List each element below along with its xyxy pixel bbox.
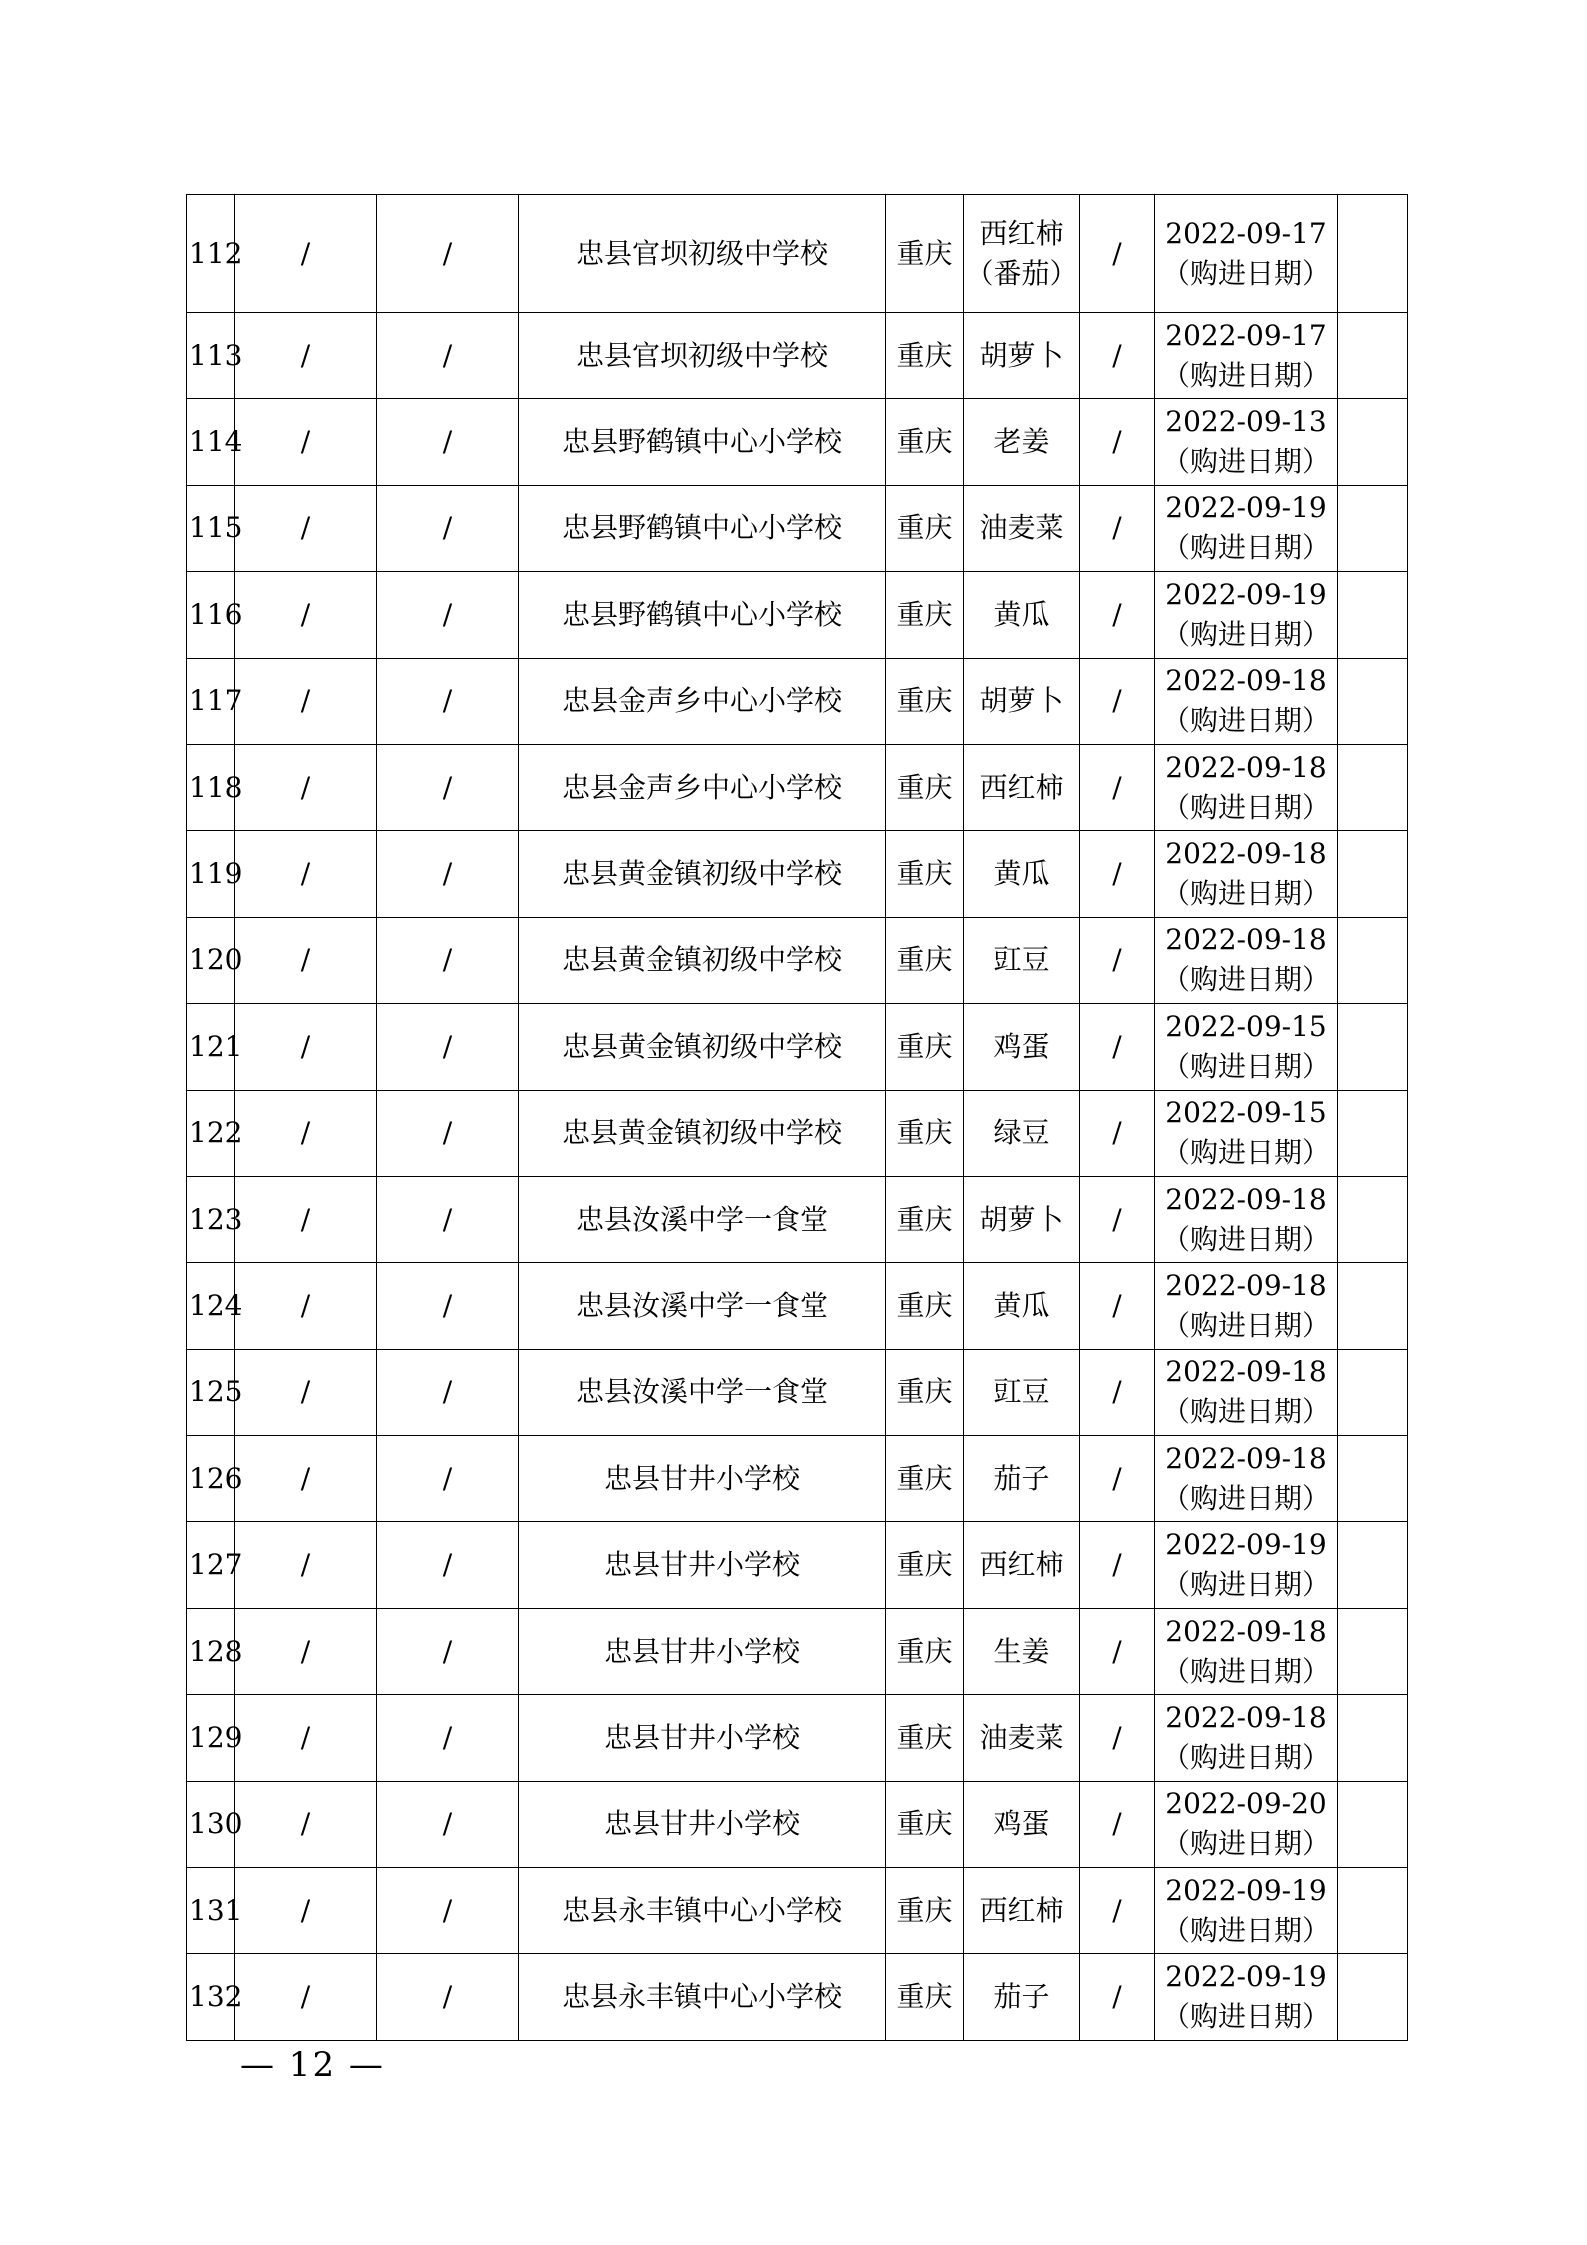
food-name-cell bbox=[964, 744, 1080, 830]
region-cell: 重庆 bbox=[886, 572, 964, 658]
table-row bbox=[187, 485, 1408, 571]
region-cell: 重庆 bbox=[886, 1695, 964, 1781]
region-cell: 重庆 bbox=[886, 399, 964, 485]
product-spec-cell: / bbox=[377, 195, 519, 313]
purchase-date-note: （购进日期） bbox=[1161, 1308, 1330, 1342]
product-spec-cell: / bbox=[377, 1522, 519, 1608]
sampled-unit-cell: 忠县野鹤镇中心小学校 bbox=[519, 399, 886, 485]
purchase-date: 2022-09-19 bbox=[1165, 577, 1327, 611]
product-spec-cell: / bbox=[377, 313, 519, 399]
product-name-cell: / bbox=[235, 744, 377, 830]
purchase-date: 2022-09-19 bbox=[1165, 491, 1327, 525]
food-name-line: 油麦菜 bbox=[979, 1720, 1064, 1754]
date-cell bbox=[1155, 399, 1338, 485]
page-number: — 12 — bbox=[240, 2045, 385, 2085]
product-spec-cell: / bbox=[377, 1004, 519, 1090]
food-name-cell bbox=[964, 1263, 1080, 1349]
serial-number-cell: 121 bbox=[187, 1004, 235, 1090]
product-name-cell: / bbox=[235, 1176, 377, 1262]
food-name-cell bbox=[964, 1090, 1080, 1176]
food-name-line: 黄瓜 bbox=[993, 857, 1050, 891]
purchase-date-note: （购进日期） bbox=[1161, 1654, 1330, 1688]
food-name-cell bbox=[964, 1608, 1080, 1694]
serial-number-cell: 125 bbox=[187, 1349, 235, 1435]
purchase-date-note: （购进日期） bbox=[1161, 1740, 1330, 1774]
region-cell: 重庆 bbox=[886, 195, 964, 313]
purchase-date: 2022-09-20 bbox=[1165, 1787, 1327, 1821]
specification-cell: / bbox=[1080, 1695, 1155, 1781]
remarks-cell bbox=[1338, 1868, 1408, 1954]
specification-cell: / bbox=[1080, 1608, 1155, 1694]
sampled-unit-cell: 忠县甘井小学校 bbox=[519, 1695, 886, 1781]
region-cell: 重庆 bbox=[886, 1522, 964, 1608]
purchase-date-note: （购进日期） bbox=[1161, 877, 1330, 911]
food-name-line: 胡萝卜 bbox=[979, 1202, 1064, 1236]
food-name-cell bbox=[964, 1954, 1080, 2040]
region-cell: 重庆 bbox=[886, 1781, 964, 1867]
purchase-date: 2022-09-18 bbox=[1165, 1700, 1327, 1734]
food-name-line: 西红柿 bbox=[979, 1548, 1064, 1582]
serial-number-cell: 120 bbox=[187, 917, 235, 1003]
product-spec-cell: / bbox=[377, 399, 519, 485]
remarks-cell bbox=[1338, 1090, 1408, 1176]
specification-cell: / bbox=[1080, 1781, 1155, 1867]
region-cell: 重庆 bbox=[886, 1868, 964, 1954]
table-row bbox=[187, 399, 1408, 485]
date-cell bbox=[1155, 658, 1338, 744]
specification-cell: / bbox=[1080, 313, 1155, 399]
table-row bbox=[187, 1263, 1408, 1349]
region-cell: 重庆 bbox=[886, 744, 964, 830]
serial-number-cell: 119 bbox=[187, 831, 235, 917]
purchase-date: 2022-09-15 bbox=[1165, 1009, 1327, 1043]
purchase-date: 2022-09-18 bbox=[1165, 923, 1327, 957]
purchase-date-note: （购进日期） bbox=[1161, 617, 1330, 651]
food-name-line: 西红柿 bbox=[979, 770, 1064, 804]
food-name-line: 绿豆 bbox=[993, 1116, 1050, 1150]
purchase-date: 2022-09-17 bbox=[1165, 318, 1327, 352]
specification-cell: / bbox=[1080, 1868, 1155, 1954]
sampled-unit-cell: 忠县汝溪中学一食堂 bbox=[519, 1176, 886, 1262]
serial-number-cell: 112 bbox=[187, 195, 235, 313]
food-name-cell bbox=[964, 572, 1080, 658]
sampled-unit-cell: 忠县黄金镇初级中学校 bbox=[519, 1090, 886, 1176]
remarks-cell bbox=[1338, 313, 1408, 399]
specification-cell: / bbox=[1080, 1522, 1155, 1608]
table-row bbox=[187, 1436, 1408, 1522]
purchase-date-note: （购进日期） bbox=[1161, 1827, 1330, 1861]
product-spec-cell: / bbox=[377, 485, 519, 571]
serial-number-cell: 129 bbox=[187, 1695, 235, 1781]
serial-number-cell: 122 bbox=[187, 1090, 235, 1176]
purchase-date: 2022-09-18 bbox=[1165, 664, 1327, 698]
region-cell: 重庆 bbox=[886, 1349, 964, 1435]
serial-number-cell: 123 bbox=[187, 1176, 235, 1262]
product-spec-cell: / bbox=[377, 917, 519, 1003]
remarks-cell bbox=[1338, 1695, 1408, 1781]
purchase-date: 2022-09-19 bbox=[1165, 1528, 1327, 1562]
sampled-unit-cell: 忠县甘井小学校 bbox=[519, 1608, 886, 1694]
remarks-cell bbox=[1338, 1263, 1408, 1349]
date-cell bbox=[1155, 1695, 1338, 1781]
purchase-date: 2022-09-19 bbox=[1165, 1873, 1327, 1907]
sampled-unit-cell: 忠县甘井小学校 bbox=[519, 1522, 886, 1608]
product-name-cell: / bbox=[235, 1436, 377, 1522]
purchase-date-note: （购进日期） bbox=[1161, 1049, 1330, 1083]
product-name-cell: / bbox=[235, 1263, 377, 1349]
sampling-results-table bbox=[186, 194, 1408, 2041]
purchase-date: 2022-09-19 bbox=[1165, 1960, 1327, 1994]
product-spec-cell: / bbox=[377, 572, 519, 658]
table-row bbox=[187, 1954, 1408, 2040]
specification-cell: / bbox=[1080, 1954, 1155, 2040]
food-name-line: 生姜 bbox=[993, 1634, 1050, 1668]
date-cell bbox=[1155, 1090, 1338, 1176]
purchase-date-note: （购进日期） bbox=[1161, 790, 1330, 824]
purchase-date: 2022-09-18 bbox=[1165, 1614, 1327, 1648]
purchase-date-note: （购进日期） bbox=[1161, 358, 1330, 392]
purchase-date-note: （购进日期） bbox=[1161, 531, 1330, 565]
specification-cell: / bbox=[1080, 195, 1155, 313]
specification-cell: / bbox=[1080, 831, 1155, 917]
food-name-cell bbox=[964, 1176, 1080, 1262]
purchase-date-note: （购进日期） bbox=[1161, 445, 1330, 479]
date-cell bbox=[1155, 195, 1338, 313]
food-name-line: 西红柿 bbox=[979, 216, 1064, 250]
food-name-cell bbox=[964, 313, 1080, 399]
table-row bbox=[187, 744, 1408, 830]
food-name-cell bbox=[964, 1522, 1080, 1608]
sampled-unit-cell: 忠县汝溪中学一食堂 bbox=[519, 1263, 886, 1349]
product-name-cell: / bbox=[235, 1608, 377, 1694]
sampled-unit-cell: 忠县永丰镇中心小学校 bbox=[519, 1868, 886, 1954]
serial-number-cell: 117 bbox=[187, 658, 235, 744]
product-spec-cell: / bbox=[377, 1868, 519, 1954]
sampled-unit-cell: 忠县汝溪中学一食堂 bbox=[519, 1349, 886, 1435]
sampled-unit-cell: 忠县金声乡中心小学校 bbox=[519, 744, 886, 830]
date-cell bbox=[1155, 485, 1338, 571]
table-row bbox=[187, 1090, 1408, 1176]
date-cell bbox=[1155, 1176, 1338, 1262]
product-spec-cell: / bbox=[377, 1349, 519, 1435]
serial-number-cell: 114 bbox=[187, 399, 235, 485]
date-cell bbox=[1155, 744, 1338, 830]
food-name-line: 胡萝卜 bbox=[979, 338, 1064, 372]
date-cell bbox=[1155, 1436, 1338, 1522]
date-cell bbox=[1155, 1868, 1338, 1954]
remarks-cell bbox=[1338, 658, 1408, 744]
food-name-line: 茄子 bbox=[993, 1461, 1050, 1495]
region-cell: 重庆 bbox=[886, 1436, 964, 1522]
product-name-cell: / bbox=[235, 1522, 377, 1608]
purchase-date: 2022-09-13 bbox=[1165, 405, 1327, 439]
table-row bbox=[187, 1781, 1408, 1867]
table-row bbox=[187, 1868, 1408, 1954]
remarks-cell bbox=[1338, 831, 1408, 917]
purchase-date: 2022-09-18 bbox=[1165, 837, 1327, 871]
remarks-cell bbox=[1338, 1176, 1408, 1262]
region-cell: 重庆 bbox=[886, 1090, 964, 1176]
product-name-cell: / bbox=[235, 195, 377, 313]
table-row bbox=[187, 572, 1408, 658]
region-cell: 重庆 bbox=[886, 1176, 964, 1262]
purchase-date-note: （购进日期） bbox=[1161, 1222, 1330, 1256]
sampled-unit-cell: 忠县黄金镇初级中学校 bbox=[519, 831, 886, 917]
food-name-cell bbox=[964, 831, 1080, 917]
remarks-cell bbox=[1338, 1349, 1408, 1435]
date-cell bbox=[1155, 572, 1338, 658]
product-spec-cell: / bbox=[377, 1781, 519, 1867]
serial-number-cell: 128 bbox=[187, 1608, 235, 1694]
sampled-unit-cell: 忠县官坝初级中学校 bbox=[519, 313, 886, 399]
sampled-unit-cell: 忠县野鹤镇中心小学校 bbox=[519, 572, 886, 658]
date-cell bbox=[1155, 1004, 1338, 1090]
product-spec-cell: / bbox=[377, 1954, 519, 2040]
product-name-cell: / bbox=[235, 1349, 377, 1435]
remarks-cell bbox=[1338, 917, 1408, 1003]
product-spec-cell: / bbox=[377, 1176, 519, 1262]
food-name-cell bbox=[964, 399, 1080, 485]
purchase-date-note: （购进日期） bbox=[1161, 963, 1330, 997]
food-name-line: 黄瓜 bbox=[993, 1288, 1050, 1322]
table-row bbox=[187, 1608, 1408, 1694]
food-name-cell bbox=[964, 1781, 1080, 1867]
serial-number-cell: 124 bbox=[187, 1263, 235, 1349]
specification-cell: / bbox=[1080, 1090, 1155, 1176]
specification-cell: / bbox=[1080, 572, 1155, 658]
serial-number-cell: 130 bbox=[187, 1781, 235, 1867]
serial-number-cell: 116 bbox=[187, 572, 235, 658]
region-cell: 重庆 bbox=[886, 658, 964, 744]
sampled-unit-cell: 忠县黄金镇初级中学校 bbox=[519, 1004, 886, 1090]
food-name-line: （番茄） bbox=[965, 256, 1078, 290]
date-cell bbox=[1155, 313, 1338, 399]
specification-cell: / bbox=[1080, 485, 1155, 571]
purchase-date-note: （购进日期） bbox=[1161, 1481, 1330, 1515]
specification-cell: / bbox=[1080, 1436, 1155, 1522]
product-spec-cell: / bbox=[377, 744, 519, 830]
product-spec-cell: / bbox=[377, 1608, 519, 1694]
food-name-cell bbox=[964, 1868, 1080, 1954]
sampled-unit-cell: 忠县永丰镇中心小学校 bbox=[519, 1954, 886, 2040]
date-cell bbox=[1155, 917, 1338, 1003]
region-cell: 重庆 bbox=[886, 1263, 964, 1349]
table-row bbox=[187, 1176, 1408, 1262]
purchase-date: 2022-09-18 bbox=[1165, 1355, 1327, 1389]
serial-number-cell: 131 bbox=[187, 1868, 235, 1954]
product-name-cell: / bbox=[235, 1004, 377, 1090]
food-name-line: 老姜 bbox=[993, 425, 1050, 459]
remarks-cell bbox=[1338, 485, 1408, 571]
food-name-line: 鸡蛋 bbox=[993, 1807, 1050, 1841]
remarks-cell bbox=[1338, 1436, 1408, 1522]
food-name-cell bbox=[964, 917, 1080, 1003]
table-row bbox=[187, 1695, 1408, 1781]
table-row bbox=[187, 313, 1408, 399]
product-name-cell: / bbox=[235, 1090, 377, 1176]
food-name-line: 鸡蛋 bbox=[993, 1029, 1050, 1063]
sampled-unit-cell: 忠县甘井小学校 bbox=[519, 1781, 886, 1867]
product-name-cell: / bbox=[235, 917, 377, 1003]
remarks-cell bbox=[1338, 744, 1408, 830]
table-row bbox=[187, 1522, 1408, 1608]
table-row bbox=[187, 195, 1408, 313]
purchase-date-note: （购进日期） bbox=[1161, 1395, 1330, 1429]
date-cell bbox=[1155, 1608, 1338, 1694]
table-body bbox=[187, 195, 1408, 2041]
date-cell bbox=[1155, 1781, 1338, 1867]
remarks-cell bbox=[1338, 195, 1408, 313]
product-name-cell: / bbox=[235, 1954, 377, 2040]
remarks-cell bbox=[1338, 572, 1408, 658]
purchase-date-note: （购进日期） bbox=[1161, 1136, 1330, 1170]
food-name-line: 油麦菜 bbox=[979, 511, 1064, 545]
sampled-unit-cell: 忠县甘井小学校 bbox=[519, 1436, 886, 1522]
purchase-date-note: （购进日期） bbox=[1161, 256, 1330, 290]
serial-number-cell: 126 bbox=[187, 1436, 235, 1522]
product-name-cell: / bbox=[235, 658, 377, 744]
purchase-date: 2022-09-18 bbox=[1165, 1268, 1327, 1302]
date-cell bbox=[1155, 1263, 1338, 1349]
purchase-date: 2022-09-18 bbox=[1165, 750, 1327, 784]
serial-number-cell: 113 bbox=[187, 313, 235, 399]
specification-cell: / bbox=[1080, 1263, 1155, 1349]
remarks-cell bbox=[1338, 1004, 1408, 1090]
remarks-cell bbox=[1338, 1522, 1408, 1608]
table-row bbox=[187, 658, 1408, 744]
food-name-cell bbox=[964, 1436, 1080, 1522]
product-spec-cell: / bbox=[377, 658, 519, 744]
purchase-date-note: （购进日期） bbox=[1161, 704, 1330, 738]
specification-cell: / bbox=[1080, 744, 1155, 830]
remarks-cell bbox=[1338, 1781, 1408, 1867]
purchase-date: 2022-09-18 bbox=[1165, 1441, 1327, 1475]
region-cell: 重庆 bbox=[886, 485, 964, 571]
food-name-cell bbox=[964, 658, 1080, 744]
serial-number-cell: 115 bbox=[187, 485, 235, 571]
product-name-cell: / bbox=[235, 1781, 377, 1867]
region-cell: 重庆 bbox=[886, 1954, 964, 2040]
food-name-line: 豇豆 bbox=[993, 943, 1050, 977]
region-cell: 重庆 bbox=[886, 1608, 964, 1694]
product-name-cell: / bbox=[235, 831, 377, 917]
serial-number-cell: 127 bbox=[187, 1522, 235, 1608]
specification-cell: / bbox=[1080, 399, 1155, 485]
table-row bbox=[187, 1004, 1408, 1090]
region-cell: 重庆 bbox=[886, 831, 964, 917]
date-cell bbox=[1155, 1349, 1338, 1435]
sampled-unit-cell: 忠县黄金镇初级中学校 bbox=[519, 917, 886, 1003]
serial-number-cell: 132 bbox=[187, 1954, 235, 2040]
product-name-cell: / bbox=[235, 572, 377, 658]
sampled-unit-cell: 忠县野鹤镇中心小学校 bbox=[519, 485, 886, 571]
remarks-cell bbox=[1338, 399, 1408, 485]
specification-cell: / bbox=[1080, 917, 1155, 1003]
purchase-date-note: （购进日期） bbox=[1161, 1913, 1330, 1947]
product-name-cell: / bbox=[235, 399, 377, 485]
specification-cell: / bbox=[1080, 1004, 1155, 1090]
region-cell: 重庆 bbox=[886, 917, 964, 1003]
product-spec-cell: / bbox=[377, 1090, 519, 1176]
food-name-line: 豇豆 bbox=[993, 1375, 1050, 1409]
purchase-date-note: （购进日期） bbox=[1161, 2000, 1330, 2034]
date-cell bbox=[1155, 1954, 1338, 2040]
food-name-cell bbox=[964, 195, 1080, 313]
region-cell: 重庆 bbox=[886, 313, 964, 399]
table-row bbox=[187, 831, 1408, 917]
food-name-cell bbox=[964, 1695, 1080, 1781]
product-spec-cell: / bbox=[377, 1436, 519, 1522]
date-cell bbox=[1155, 831, 1338, 917]
remarks-cell bbox=[1338, 1608, 1408, 1694]
specification-cell: / bbox=[1080, 1349, 1155, 1435]
food-name-line: 西红柿 bbox=[979, 1893, 1064, 1927]
product-name-cell: / bbox=[235, 1868, 377, 1954]
table-row bbox=[187, 917, 1408, 1003]
sampled-unit-cell: 忠县官坝初级中学校 bbox=[519, 195, 886, 313]
product-spec-cell: / bbox=[377, 1263, 519, 1349]
food-name-cell bbox=[964, 485, 1080, 571]
date-cell bbox=[1155, 1522, 1338, 1608]
serial-number-cell: 118 bbox=[187, 744, 235, 830]
purchase-date: 2022-09-18 bbox=[1165, 1182, 1327, 1216]
food-name-line: 茄子 bbox=[993, 1980, 1050, 2014]
specification-cell: / bbox=[1080, 1176, 1155, 1262]
food-name-line: 黄瓜 bbox=[993, 597, 1050, 631]
product-name-cell: / bbox=[235, 485, 377, 571]
food-name-cell bbox=[964, 1004, 1080, 1090]
purchase-date: 2022-09-15 bbox=[1165, 1096, 1327, 1130]
product-spec-cell: / bbox=[377, 831, 519, 917]
specification-cell: / bbox=[1080, 658, 1155, 744]
sampled-unit-cell: 忠县金声乡中心小学校 bbox=[519, 658, 886, 744]
food-name-cell bbox=[964, 1349, 1080, 1435]
purchase-date-note: （购进日期） bbox=[1161, 1568, 1330, 1602]
table-row bbox=[187, 1349, 1408, 1435]
region-cell: 重庆 bbox=[886, 1004, 964, 1090]
purchase-date: 2022-09-17 bbox=[1165, 216, 1327, 250]
product-name-cell: / bbox=[235, 313, 377, 399]
product-spec-cell: / bbox=[377, 1695, 519, 1781]
product-name-cell: / bbox=[235, 1695, 377, 1781]
remarks-cell bbox=[1338, 1954, 1408, 2040]
food-name-line: 胡萝卜 bbox=[979, 684, 1064, 718]
